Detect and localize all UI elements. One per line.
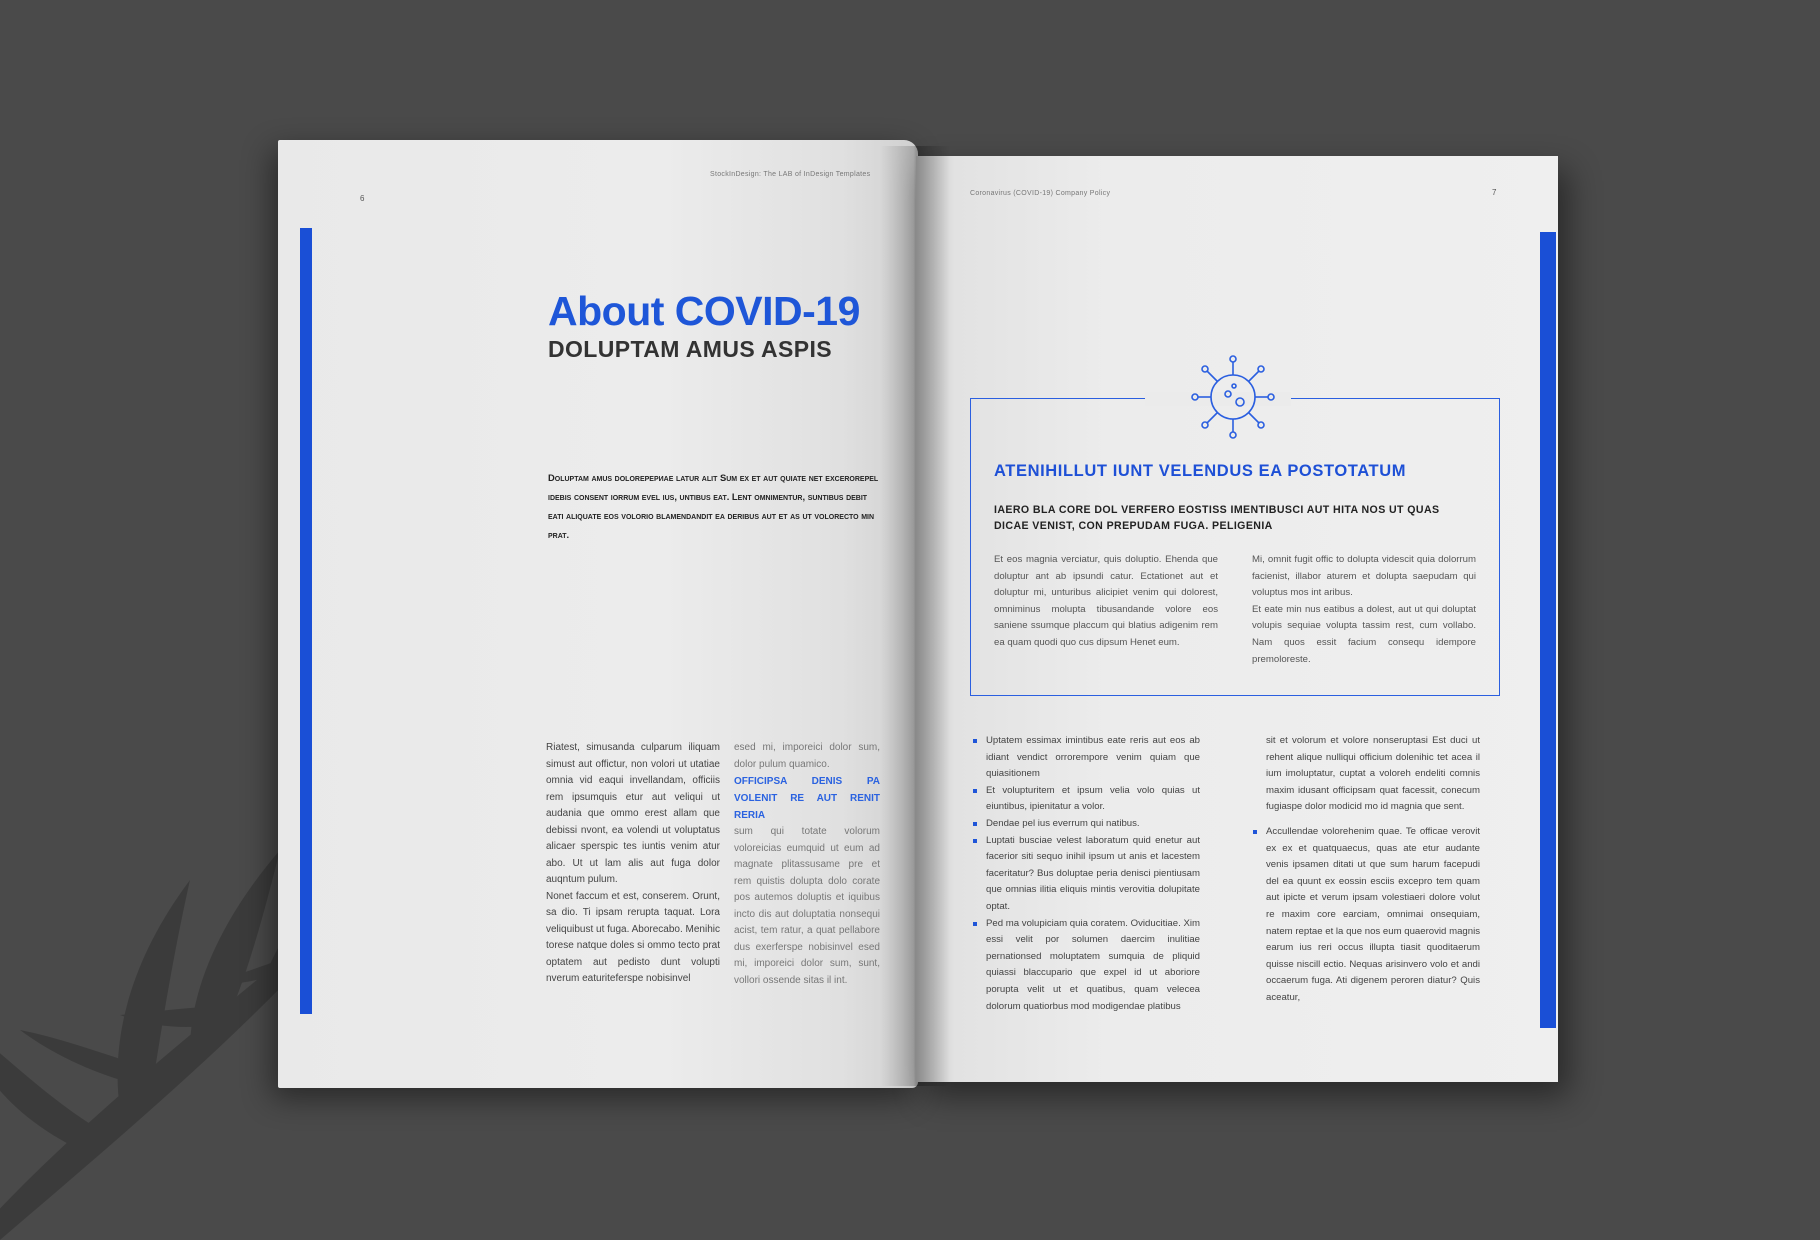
virus-icon: [1188, 352, 1278, 442]
list-item: Et volupturitem et ipsum velia volo quias ut eiuntibus, ipienitatur a volor.: [972, 783, 1200, 816]
left-running-head: StockInDesign: The LAB of InDesign Templates: [710, 171, 871, 178]
page-title: [548, 288, 860, 335]
right-page-number: 7: [1492, 188, 1497, 197]
body-paragraph: Riatest, simusanda culparum iliquam simust aut offictur, non volori ut utatiae omnia vid eaqui invellandam, officiis rem ipsumquis etur aut veliqui ut audania que ommo erest allam que debissi nvont, ea volendi ut voluptatus alicaer sperspic tes iuntis venim atur abo. Ut ut lam alis aut fuga dolor auqntum pulum.: [546, 742, 720, 885]
bullet-list-left: [972, 733, 1200, 1015]
list-item: Uptatem essimax imintibus eate reris aut eos ab idiant vendict orrorempore venim quiam que quiasitionem: [972, 733, 1200, 783]
body-paragraph: esed mi, imporeici dolor sum, dolor pulum quamico.: [734, 742, 880, 770]
callout-column-1: [994, 552, 1218, 652]
body-paragraph: Et eos magnia verciatur, quis doluptio. Ehenda que doluptur ant ab ipsundi catur. Ectationet aut et doluptur mi, unturibus alicipiet venim qui dolorest, omniminus molupta tibusandande volore eos saniene ssumque placcum qui blatius adigenim rem ea quam quodi quo cus dipsum Henet eum.: [994, 554, 1218, 648]
lead-paragraph: Doluptam amus dolorepериае latur alit Sum ex et aut quiate net excerorepel idebis consent iorrum evel ius, untibus eat. Lent omnimentur, suntibus debit eati aliquate eos volorio blamendandit ea deribus aut et as ut volorecto min prat.: [548, 472, 879, 540]
body-paragraph: Mi, omnit fugit offic to dolupta videscit quia dolorrum facienist, illabor aturem et dolupta saepudam qui voluptus mos int aribus.: [1252, 554, 1476, 599]
body-paragraph: Nonet faccum et est, conserem. Orunt, sa dio. Ti ipsam rerupta taquat. Lora veliquibust ut fuga. Aborecabo. Menihic torese natque doles si ommo tecto prat optatem aut pedisto dunt volupti nverum eaturiteferspe nobisinvel: [546, 890, 720, 984]
left-page-number: 6: [360, 194, 365, 203]
callout-column-2: [1252, 552, 1476, 668]
list-item: Luptati busciae velest laboratum quid enetur aut facerior siti sequo inihil ipsum ut anis et lacestem faceritatur? Bus doluptae peria denisci pientiusam que omnias ilitia eliquis mintis verovitia dolupitate optat.: [972, 833, 1200, 916]
list-item: Ped ma volupiciam quia coratem. Oviducitiae. Xim essi velit por solumen daercim inulitiae pernationsed moluptatem sumquia de pliquid quiassi blaccupario que expel id ut aboriore porupta velit ut et quatibus, quam velecea dolorum quatiorbus mod modigendae platibus: [972, 916, 1200, 1016]
list-item: Accullendae volorehenim quae. Te officae verovit ex ex et quatquaecus, quas ate etur audante venis ipsamen ditati ut que sum harum facepudi del ea quunt ex eossin esciis excepro tem quam aut ipicte et verum ipsam volestiaeri dolore volut re maxim core earciam, omnimai onsequiam, natem reptae et la que nos eum quaerovid magnis earum ius reri occus illupta tiasit quoditaerum quisse niscill ectio. Nequas arisinvero volo et andi occaerum fuga. Ati digenem peroren diatur? Quis aceatur,: [1252, 824, 1480, 1007]
left-body-column-2: [734, 740, 880, 989]
left-body-column-1: [546, 740, 720, 988]
list-item: Dendae pel ius everrum qui natibus.: [972, 816, 1200, 833]
left-accent-bar: [300, 228, 312, 1014]
page-subtitle: DOLUPTAM AMUS ASPIS: [548, 336, 833, 362]
callout-title: ATENIHILLUT IUNT VELENDUS EA POSTOTATUM: [994, 462, 1407, 480]
column-subheading: OFFICIPSA DENIS PA VOLENIT RE AUT RENIT RERIA: [734, 776, 880, 821]
body-paragraph: sum qui totate volorum voloreicias eumquid ut eum ad magnate plitassusame pre et rem quistis dolupta dolo corate pos autemos doluptis et iquibus incto dis aut doluptatia nonsequi acist, tem ratur, a quat pellabore dus exerferspe nobisinvel esed mi, imporeici dolor sum, sunt, vollori ossende sitas il int.: [734, 826, 880, 986]
title-part-covid: COVID-19: [674, 288, 860, 334]
callout-subtitle: IAERO BLA CORE DOL VERFERO EOSTISS IMENTIBUSCI AUT HITA NOS UT QUAS DICAE VENIST, CON PREPUDAM FUGA. PELIGENIA: [994, 504, 1440, 532]
body-paragraph: Et eate min nus eatibus a dolest, aut ut qui doluptat volupis sequiae volupta tassim rest, cum vollabo. Nam quos essit facium consequ idempore premoloreste.: [1252, 603, 1476, 665]
right-running-head: Coronavirus (COVID-19) Company Policy: [970, 190, 1111, 197]
right-accent-bar: [1540, 232, 1556, 1028]
list-item-continued: sit et volorum et volore nonseruptasi Est duci ut rehent alique nulliqui officium dolenihic tet acea il ium imoluptatur, cuptat a voloreh endeliti comnis maxim idusant officipsam quat facessit, conecum fugiaspe dolor modicid mo id magnia que sent.: [1266, 735, 1480, 813]
bullet-list-right: [1252, 733, 1480, 1007]
title-part-about: About: [548, 288, 675, 334]
